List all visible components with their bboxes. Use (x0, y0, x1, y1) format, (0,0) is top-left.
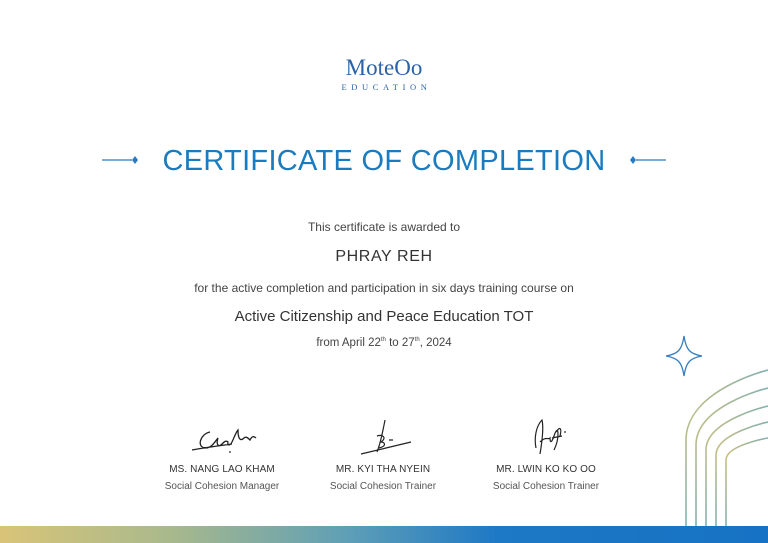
logo-subtitle: EDUCATION (341, 82, 432, 92)
signatory-role: Social Cohesion Trainer (492, 481, 600, 492)
bottom-gradient-bar (0, 526, 768, 543)
signatory-3 (466, 418, 626, 492)
course-title: Active Citizenship and Peace Education TOT (234, 308, 534, 325)
logo-name: MoteOo (345, 55, 423, 80)
awarded-text: This certificate is awarded to (307, 220, 461, 234)
certificate-title: CERTIFICATE OF COMPLETION (162, 145, 606, 177)
signature-image (172, 418, 272, 458)
completion-text: for the active completion and participation in six days training course on (194, 281, 574, 295)
logo-wordmark (346, 56, 423, 80)
signatory-role: Social Cohesion Manager (164, 481, 280, 492)
recipient-name: PHRAY REH (335, 248, 433, 265)
title-right-arrow-icon (628, 152, 666, 168)
signatory-name: MR. LWIN KO KO OO (496, 464, 596, 475)
sparkle-icon (666, 336, 702, 376)
course-dates: from April 22th to 27th, 2024 (316, 337, 452, 349)
signatory-1 (142, 418, 302, 492)
signatory-name: MR. KYI THA NYEIN (335, 464, 431, 475)
signatory-name: MS. NANG LAO KHAM (169, 464, 275, 475)
signature-image (333, 418, 433, 458)
signatory-role: Social Cohesion Trainer (329, 481, 437, 492)
signatory-2 (303, 418, 463, 492)
signature-image (496, 418, 596, 458)
decorative-arches (640, 330, 768, 530)
logo (0, 56, 768, 92)
